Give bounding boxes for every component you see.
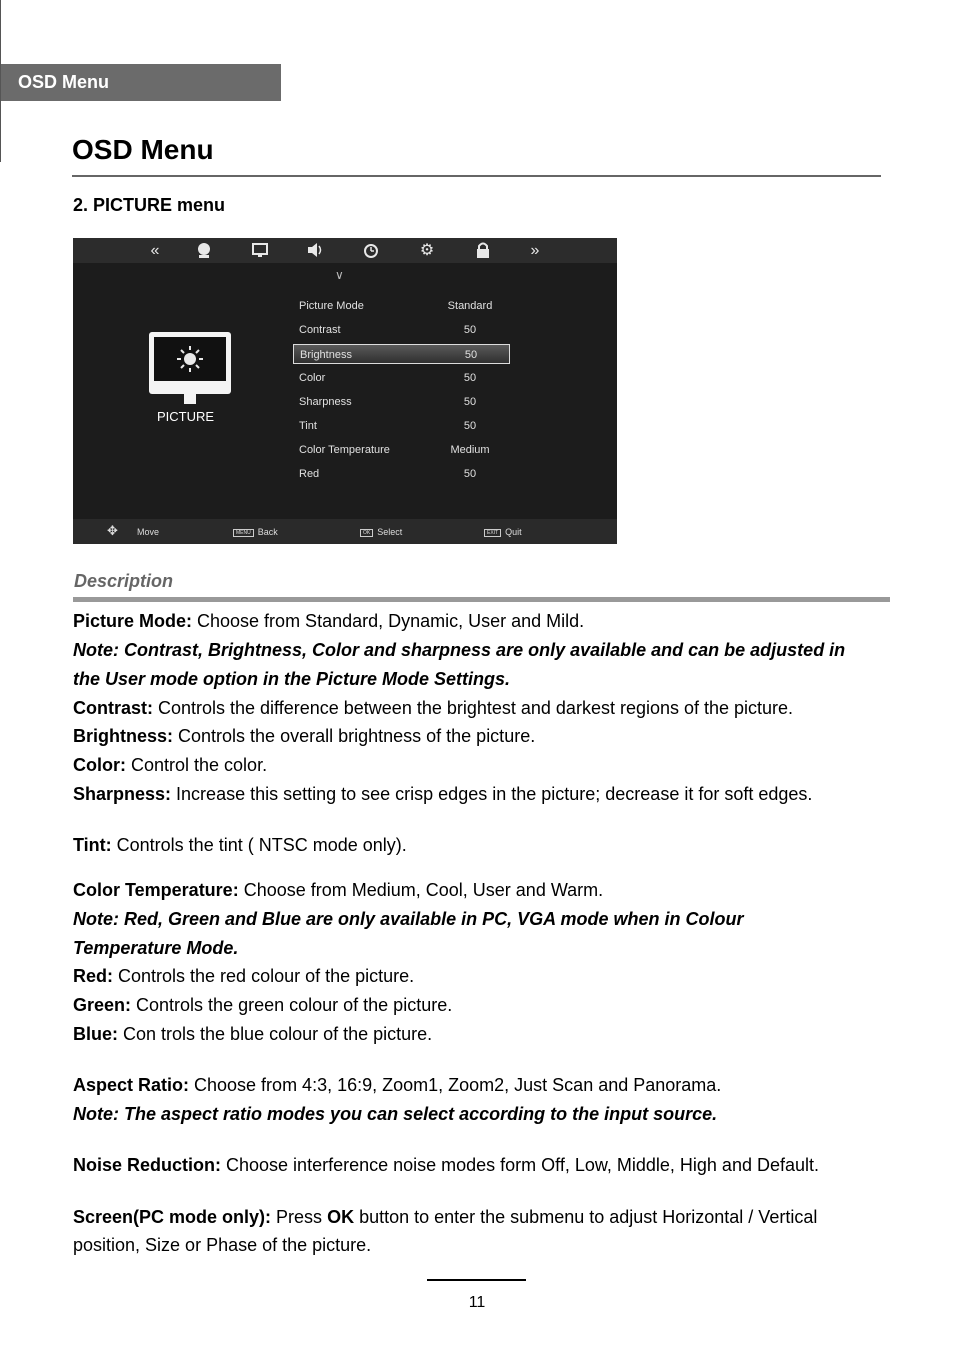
sun-icon	[176, 345, 204, 373]
osd-item-color[interactable]: Color 50	[299, 372, 477, 384]
osd-item-contrast[interactable]: Contrast 50	[299, 324, 477, 336]
desc-brightness: Brightness: Controls the overall brightness of the picture.	[73, 726, 536, 746]
header-tab: OSD Menu	[1, 64, 281, 101]
osd-item-brightness[interactable]: Brightness 50	[293, 344, 510, 364]
page-number: 11	[468, 1294, 486, 1311]
help-quit: EXIT Quit	[484, 527, 522, 537]
sound-icon	[304, 240, 326, 262]
section-heading: 2. PICTURE menu	[73, 195, 226, 215]
picture-category-icon	[149, 332, 231, 394]
menu-key-icon: MENU	[233, 529, 254, 537]
desc-blue: Blue: Con trols the blue colour of the picture.	[73, 1024, 433, 1044]
category-label: PICTURE	[157, 409, 215, 424]
exit-key-icon: EXIT	[484, 529, 501, 537]
channel-icon	[193, 240, 215, 262]
osd-item-sharpness[interactable]: Sharpness 50	[299, 396, 477, 408]
osd-item-red[interactable]: Red 50	[299, 468, 477, 480]
desc-screen: Screen(PC mode only): Press OK button to enter the submenu to adjust Horizontal / Vertical	[73, 1207, 818, 1227]
help-back: MENU Back	[233, 527, 278, 537]
desc-color: Color: Control the color.	[73, 755, 268, 775]
desc-picture-mode: Picture Mode: Choose from Standard, Dynamic, User and Mild.	[73, 611, 585, 631]
description-divider	[73, 597, 890, 602]
osd-icon-bar	[73, 238, 617, 263]
desc-note-1a: Note: Contrast, Brightness, Color and sharpness are only available and can be adjusted in	[73, 640, 846, 660]
osd-item-picture-mode[interactable]: Picture Mode Standard	[299, 300, 493, 312]
desc-note-3: Note: The aspect ratio modes you can select according to the input source.	[73, 1104, 718, 1124]
time-icon	[360, 240, 382, 262]
desc-contrast: Contrast: Controls the difference between the brightest and darkest regions of the picture.	[73, 698, 794, 718]
description-heading: Description	[74, 571, 174, 591]
move-arrows-icon: ✥	[107, 523, 118, 538]
desc-note-2b: Temperature Mode.	[73, 938, 239, 958]
desc-note-1b: the User mode option in the Picture Mode Settings.	[73, 669, 511, 689]
setup-icon: ⚙	[419, 242, 435, 259]
desc-tint: Tint: Controls the tint ( NTSC mode only).	[73, 835, 407, 855]
desc-green: Green: Controls the green colour of the picture.	[73, 995, 453, 1015]
footer-divider	[427, 1279, 526, 1281]
osd-item-color-temperature[interactable]: Color Temperature Medium	[299, 444, 490, 456]
help-move: Move	[137, 527, 160, 537]
page-title: OSD Menu	[72, 134, 214, 165]
rewind-icon: «	[150, 242, 160, 259]
desc-note-2a: Note: Red, Green and Blue are only available in PC, VGA mode when in Colour	[73, 909, 744, 929]
osd-screenshot	[73, 238, 617, 544]
picture-icon	[249, 240, 271, 262]
desc-red: Red: Controls the red colour of the picture.	[73, 966, 415, 986]
osd-item-tint[interactable]: Tint 50	[299, 420, 477, 432]
help-select: OK Select	[360, 527, 402, 537]
ok-key-icon: OK	[360, 529, 373, 537]
chevron-down-icon: ∨	[335, 268, 344, 282]
desc-sharpness: Sharpness: Increase this setting to see crisp edges in the picture; decrease it for soft edges.	[73, 784, 813, 804]
osd-help-bar	[73, 519, 617, 544]
desc-screen-line2: position, Size or Phase of the picture.	[73, 1235, 372, 1255]
title-divider	[72, 175, 881, 177]
lock-icon	[472, 240, 494, 262]
desc-noise-reduction: Noise Reduction: Choose interference noise modes form Off, Low, Middle, High and Default.	[73, 1155, 819, 1175]
desc-aspect-ratio: Aspect Ratio: Choose from 4:3, 16:9, Zoom1, Zoom2, Just Scan and Panorama.	[73, 1075, 722, 1095]
forward-icon: »	[530, 242, 540, 259]
desc-color-temperature: Color Temperature: Choose from Medium, Cool, User and Warm.	[73, 880, 604, 900]
